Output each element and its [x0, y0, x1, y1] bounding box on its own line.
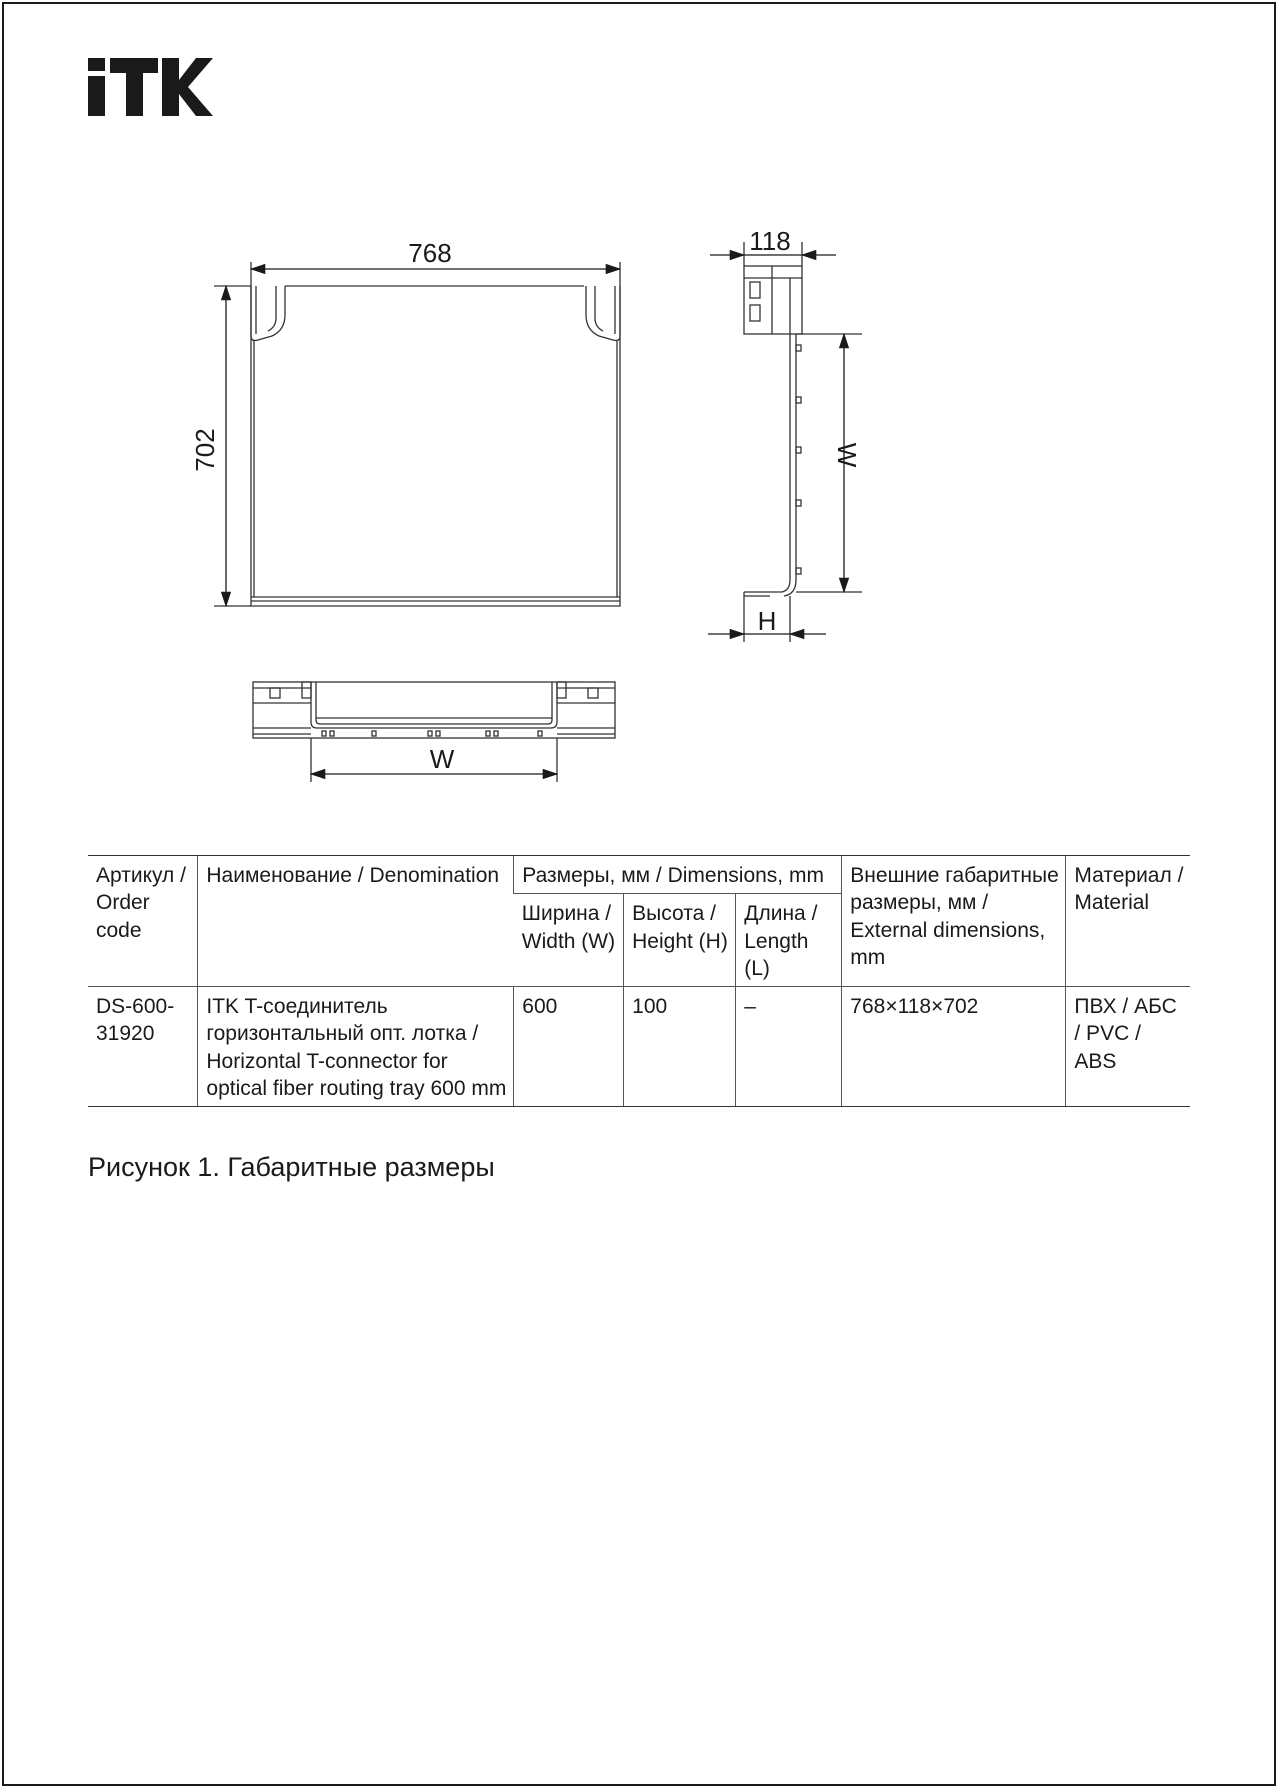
header-dimensions: Размеры, мм / Dimensions, mm: [514, 856, 842, 894]
cell-width: 600: [514, 987, 624, 1107]
cell-denomination: ITK T-соединитель горизонтальный опт. лотка / Horizontal T-connector for optical fiber routing tray 600 mm: [198, 987, 514, 1107]
table-row: [88, 987, 1190, 1107]
header-denomination: Наименование / Denomination: [198, 856, 514, 987]
header-external-dimensions: Внешние габаритные размеры, мм / External dimensions, mm: [842, 856, 1066, 987]
cell-height: 100: [624, 987, 736, 1107]
cell-external-dimensions: 768×118×702: [842, 987, 1066, 1107]
cell-order-code: DS-600-31920: [88, 987, 198, 1107]
dim-label-w-front: W: [429, 744, 455, 774]
top-view: [214, 262, 620, 606]
dim-label-h: H: [757, 606, 777, 636]
dim-label-118: 118: [749, 226, 791, 256]
figure-caption: Рисунок 1. Габаритные размеры: [88, 1152, 495, 1182]
header-length: Длина / Length (L): [736, 894, 842, 987]
technical-drawing: [0, 0, 1280, 820]
cell-length: –: [736, 987, 842, 1107]
dim-label-w-side: W: [832, 442, 862, 468]
dim-label-702: 702: [190, 428, 220, 472]
spec-table: [88, 855, 1190, 1107]
header-width: Ширина / Width (W): [514, 894, 624, 987]
dim-label-768: 768: [408, 238, 452, 268]
header-order-code: Артикул / Order code: [88, 856, 198, 987]
cell-material: ПВХ / АБС / PVC / ABS: [1066, 987, 1190, 1107]
header-material: Материал / Material: [1066, 856, 1190, 987]
header-height: Высота / Height (H): [624, 894, 736, 987]
